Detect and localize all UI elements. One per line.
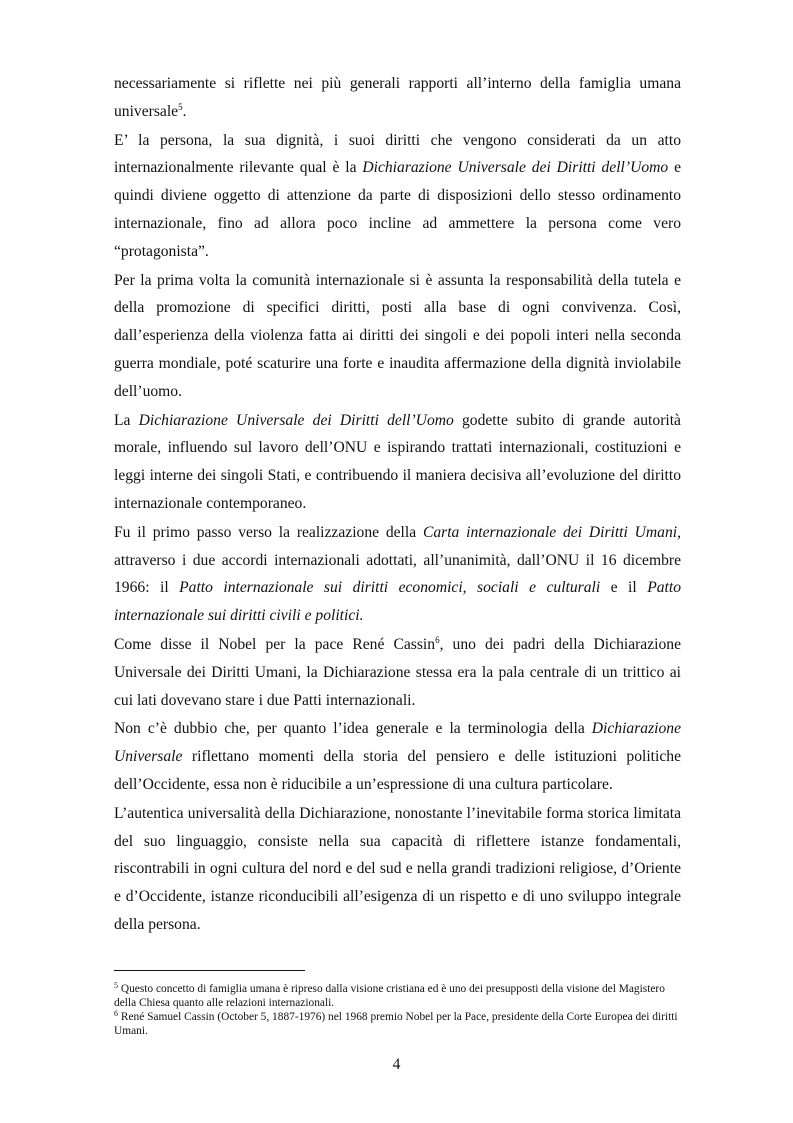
footnotes: [114, 970, 681, 1038]
paragraph-7: [114, 715, 681, 798]
paragraph-text: Fu il primo passo verso la realizzazione della: [114, 523, 423, 541]
paragraph-text: L’autentica universalità della Dichiarazione, nonostante l’inevitabile forma storica limitata del suo linguaggio, consiste nella sua capacità di riflettere istanze fondamentali, riscontrabili in ogni cultura del nord e del sud e nella grandi tradizioni religiose, d’Oriente e d’Occidente, istanze riconducibili all’esigenza di un rispetto e di uno sviluppo integrale della persona.: [114, 804, 681, 933]
paragraph-4: [114, 407, 681, 518]
italic-title: Dichiarazione Universale: [114, 720, 681, 766]
paragraph-text: Non c’è dubbio che, per quanto l’idea generale e la terminologia della: [114, 720, 592, 738]
paragraph-text: Per la prima volta la comunità internazionale si è assunta la responsabilità della tutela e della promozione di specifici diritti, posti alla base di ogni convivenza. Così, dall’esperienza della violenza fatta ai diritti dei singoli e dei popoli interi nella seconda guerra mondiale, poté scaturire una forte e inaudita affermazione della dignità inviolabile dell’uomo.: [114, 271, 681, 400]
footnote-number: 6: [114, 1009, 118, 1018]
footnote-6: [114, 1010, 681, 1038]
paragraph-6: [114, 631, 681, 714]
italic-title: Dichiarazione Universale dei Diritti dell’Uomo: [362, 159, 669, 177]
paragraph-text: necessariamente si riflette nei più generali rapporti all’interno della famiglia umana universale: [114, 75, 681, 120]
paragraph-text: e il: [600, 579, 648, 597]
italic-title: Dichiarazione Universale dei Diritti dell’Uomo: [138, 411, 454, 429]
paragraph-5: [114, 519, 681, 630]
footnote-5: [114, 982, 681, 1010]
footnote-text: Questo concetto di famiglia umana è ripreso dalla visione cristiana ed è uno dei presupposti della visione del Magistero della Chiesa quanto alle relazioni internazionali.: [114, 983, 665, 1009]
footnote-number: 5: [114, 981, 118, 990]
italic-title: Patto internazionale sui diritti civili e politici.: [114, 579, 681, 625]
paragraph-text: E’ la persona, la sua dignità, i suoi diritti che vengono considerati da un atto internazionalmente rilevante qual è la: [114, 131, 681, 177]
paragraph-text: , attraverso i due accordi internazionali adottati, all’unanimità, dall’ONU il 16 dicembre 1966: il: [114, 523, 681, 597]
paragraph-1: [114, 70, 681, 126]
footnote-ref-6: 6: [435, 634, 440, 645]
paragraph-text: Come disse il Nobel per la pace René Cassin: [114, 635, 436, 653]
paragraph-3: [114, 267, 681, 406]
paragraph-text: .: [182, 102, 187, 120]
footnote-text: René Samuel Cassin (October 5, 1887-1976) nel 1968 premio Nobel per la Pace, presidente della Corte Europea dei diritti Umani.: [114, 1011, 678, 1037]
italic-title: Patto internazionale sui diritti economici, sociali e culturali: [179, 579, 601, 597]
page-number: 4: [392, 1056, 401, 1073]
paragraph-text: , uno dei padri della Dichiarazione Universale dei Diritti Umani, la Dichiarazione stessa era la pala centrale di un trittico ai cui lati dovevano stare i due Patti internazionali.: [114, 635, 681, 709]
paragraph-8: [114, 800, 681, 939]
italic-title: Carta internazionale dei Diritti Umani: [422, 523, 678, 541]
paragraph-text: e quindi diviene oggetto di attenzione da parte di disposizioni dello stesso ordinamento internazionale, fino ad allora poco incline ad ammettere la persona come vero “protagonista”.: [114, 159, 681, 260]
paragraph-text: riflettano momenti della storia del pensiero e delle istituzioni politiche dell’Occidente, essa non è riducibile a un’espressione di una cultura particolare.: [114, 748, 681, 793]
footnote-ref-5: 5: [178, 101, 183, 112]
footnote-separator: [114, 970, 305, 971]
paragraph-2: [114, 127, 681, 266]
paragraph-text: La: [114, 411, 139, 429]
paragraph-text: godette subito di grande autorità morale, influendo sul lavoro dell’ONU e ispirando trattati internazionali, costituzioni e leggi interne dei singoli Stati, e contribuendo il maniera decisiva all’evoluzione del diritto internazionale contemporaneo.: [114, 411, 681, 512]
document-body: [114, 70, 681, 939]
